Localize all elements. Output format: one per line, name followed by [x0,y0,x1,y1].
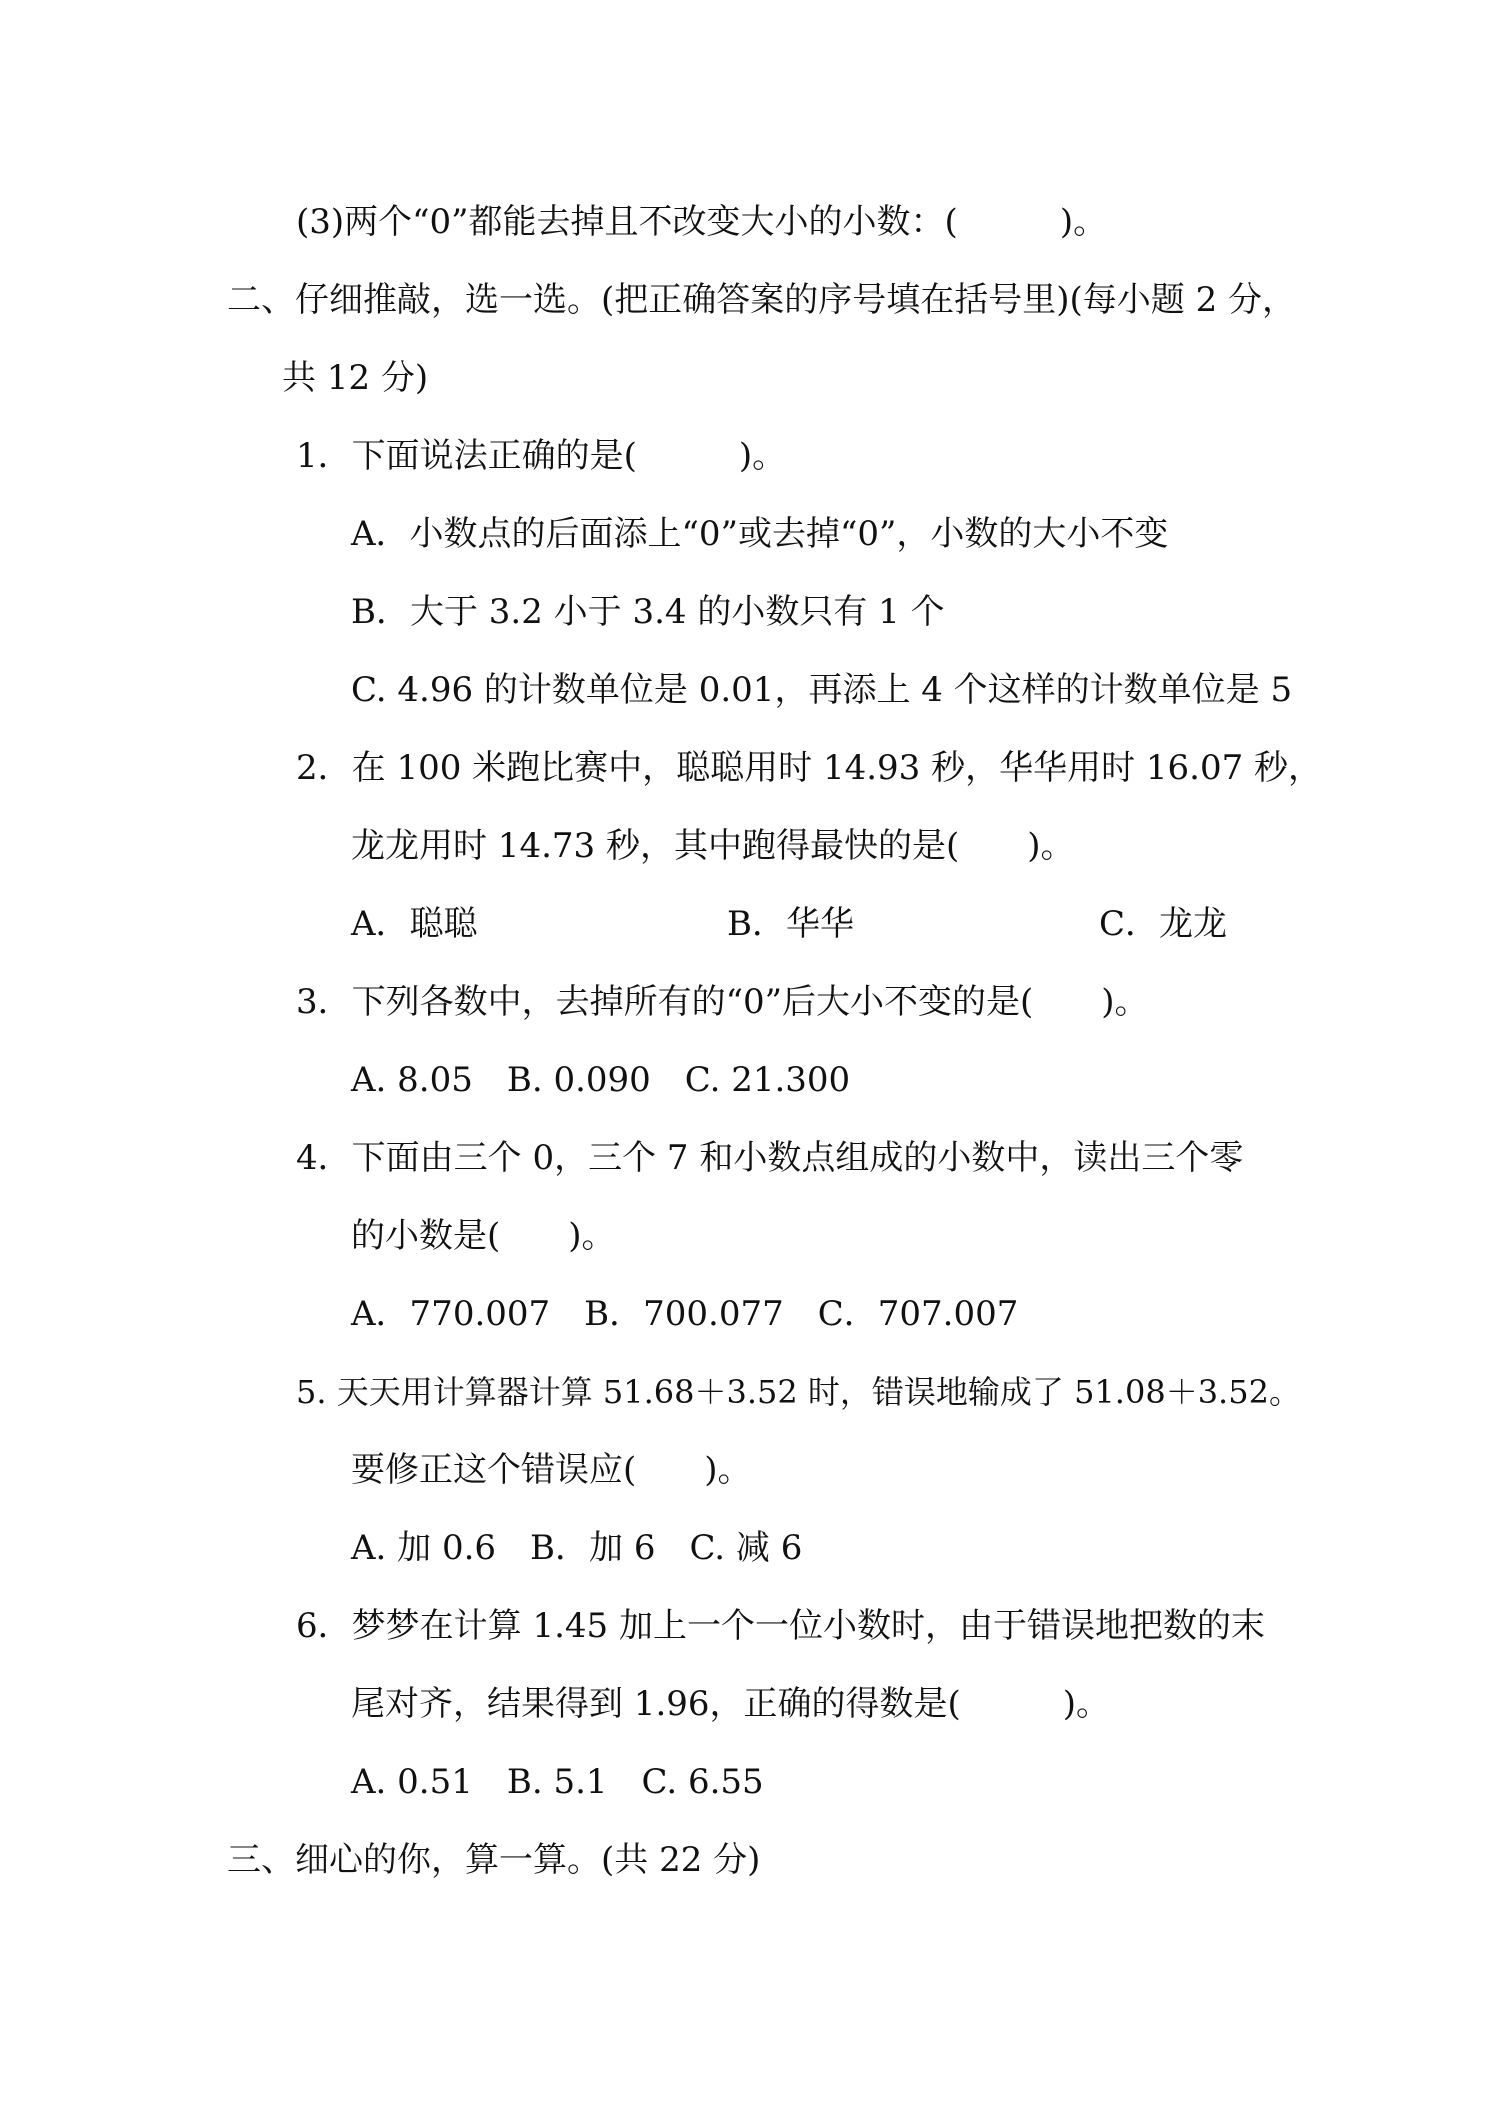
question-1-option-c: C. 4.96 的计数单位是 0.01，再添上 4 个这样的计数单位是 5 [351,670,1293,710]
section-heading-part3: 三、细心的你，算一算。(共 22 分) [227,1840,761,1880]
question-4-stem-cont: 的小数是( )。 [351,1216,616,1256]
question-2-option-b: B．华华 [727,904,854,944]
question-5-stem-cont: 要修正这个错误应( )。 [351,1450,752,1490]
question-2-option-c: C．龙龙 [1099,904,1228,944]
question-3-stem: 3．下列各数中，去掉所有的“0”后大小不变的是( )。 [296,982,1149,1022]
question-4-stem: 4．下面由三个 0，三个 7 和小数点组成的小数中，读出三个零 [296,1138,1244,1178]
question-2-option-a: A．聪聪 [351,904,478,944]
question-1-option-b: B．大于 3.2 小于 3.4 的小数只有 1 个 [351,592,945,632]
question-3-options: A. 8.05 B. 0.090 C. 21.300 [351,1060,851,1100]
question-1-option-a: A．小数点的后面添上“0”或去掉“0”，小数的大小不变 [351,514,1169,554]
question-4-options: A．770.007 B．700.077 C．707.007 [351,1294,1019,1334]
section-heading-part2: 二、仔细推敲，选一选。(把正确答案的序号填在括号里)(每小题 2 分， [227,280,1297,320]
part1-item-3: (3)两个“0”都能去掉且不改变大小的小数：( )。 [296,202,1108,242]
question-1-stem: 1．下面说法正确的是( )。 [296,436,787,476]
question-5-stem: 5. 天天用计算器计算 51.68＋3.52 时，错误地输成了 51.08＋3.52。 [296,1373,1301,1411]
question-2-stem-cont: 龙龙用时 14.73 秒，其中跑得最快的是( )。 [351,826,1075,866]
question-5-options: A. 加 0.6 B．加 6 C. 减 6 [351,1528,803,1568]
question-6-stem: 6．梦梦在计算 1.45 加上一个一位小数时，由于错误地把数的末 [296,1606,1265,1646]
section-heading-part2-cont: 共 12 分) [282,358,429,398]
question-6-options: A. 0.51 B. 5.1 C. 6.55 [351,1762,764,1802]
question-6-stem-cont: 尾对齐，结果得到 1.96，正确的得数是( )。 [351,1684,1111,1724]
question-2-stem: 2．在 100 米跑比赛中，聪聪用时 14.93 秒，华华用时 16.07 秒， [296,748,1323,788]
